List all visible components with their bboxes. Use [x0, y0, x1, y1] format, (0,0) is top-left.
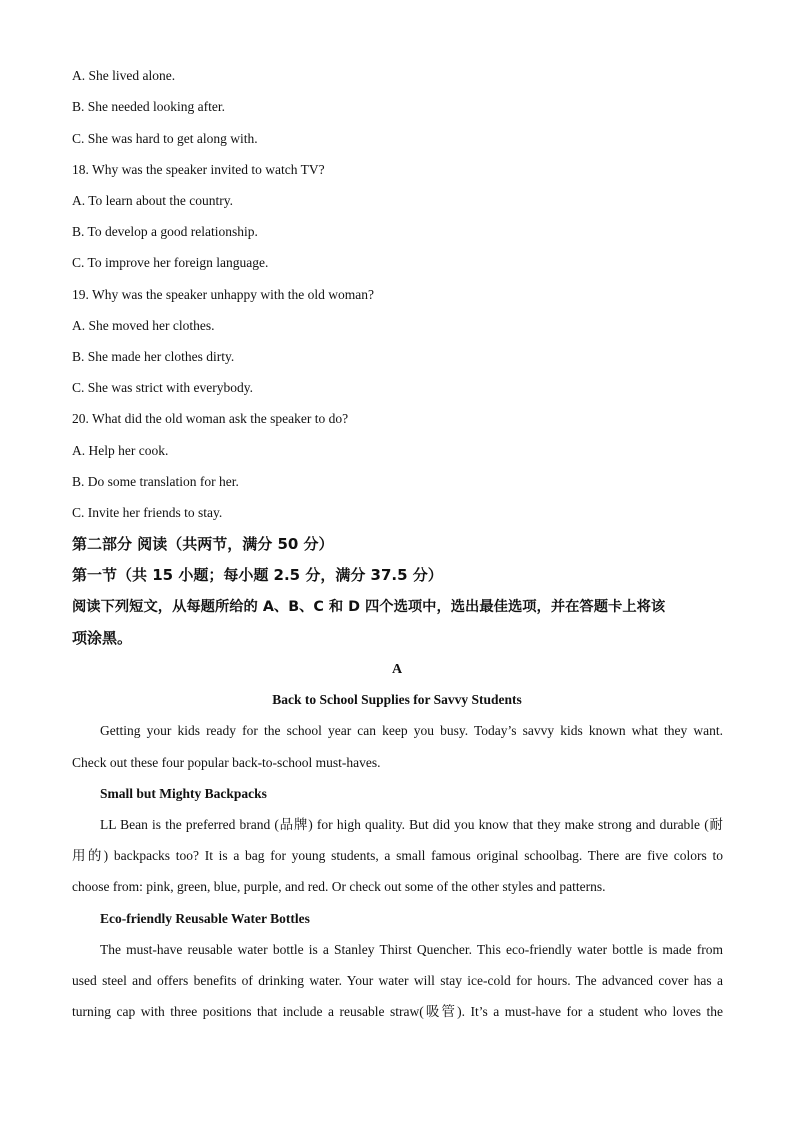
intro-line-1: Getting your kids ready for the school year can keep you busy. Today’s savvy kids known what they want.: [100, 723, 723, 738]
backpacks-line-2: 用的) backpacks too? It is a bag for young students, a small famous original schoolbag. There are five colors to: [72, 848, 723, 863]
q17-option-b: B. She needed looking after.: [72, 99, 225, 114]
q17-option-c: C. She was hard to get along with.: [72, 131, 258, 146]
instructions-line-1: 阅读下列短文，从每题所给的 A、B、C 和 D 四个选项中，选出最佳选项，并在答题卡上将该: [72, 599, 666, 615]
part-two-title: 第二部分 阅读（共两节，满分 50 分）: [72, 535, 334, 553]
q18-question: 18. Why was the speaker invited to watch TV?: [72, 162, 325, 177]
q19-question: 19. Why was the speaker unhappy with the old woman?: [72, 287, 374, 302]
bottles-line-2: used steel and offers benefits of drinking water. Your water will stay ice-cold for hours. The advanced cover has a: [72, 973, 723, 988]
passage-label: A: [391, 662, 403, 677]
q19-option-b: B. She made her clothes dirty.: [72, 349, 235, 364]
bottles-line-3: turning cap with three positions that include a reusable straw(吸管). It’s a must-have for a student who loves the: [72, 1004, 723, 1019]
q20-option-a: A. Help her cook.: [72, 443, 169, 458]
q20-option-c: C. Invite her friends to stay.: [72, 505, 223, 520]
q19-option-a: A. She moved her clothes.: [72, 318, 215, 333]
q18-option-c: C. To improve her foreign language.: [72, 255, 269, 270]
heading-backpacks: Small but Mighty Backpacks: [100, 786, 267, 801]
q20-option-b: B. Do some translation for her.: [72, 474, 239, 489]
q18-option-a: A. To learn about the country.: [72, 193, 234, 208]
q19-option-c: C. She was strict with everybody.: [72, 380, 253, 395]
bottles-line-1: The must-have reusable water bottle is a Stanley Thirst Quencher. This eco-friendly water bottle is made from: [100, 942, 723, 957]
q20-question: 20. What did the old woman ask the speaker to do?: [72, 411, 349, 426]
instructions-line-2: 项涂黑。: [72, 629, 133, 647]
q17-option-a: A. She lived alone.: [72, 68, 176, 83]
intro-line-2: Check out these four popular back-to-school must-haves.: [72, 755, 381, 770]
backpacks-line-3: choose from: pink, green, blue, purple, and red. Or check out some of the other styles and patterns.: [72, 879, 606, 894]
passage-title: Back to School Supplies for Savvy Students: [272, 692, 522, 707]
q18-option-b: B. To develop a good relationship.: [72, 224, 258, 239]
section-one-title: 第一节（共 15 小题；每小题 2.5 分，满分 37.5 分）: [72, 566, 443, 584]
heading-water-bottles: Eco-friendly Reusable Water Bottles: [100, 911, 310, 926]
backpacks-line-1: LL Bean is the preferred brand (品牌) for high quality. But did you know that they make strong and durable (耐: [100, 817, 723, 832]
